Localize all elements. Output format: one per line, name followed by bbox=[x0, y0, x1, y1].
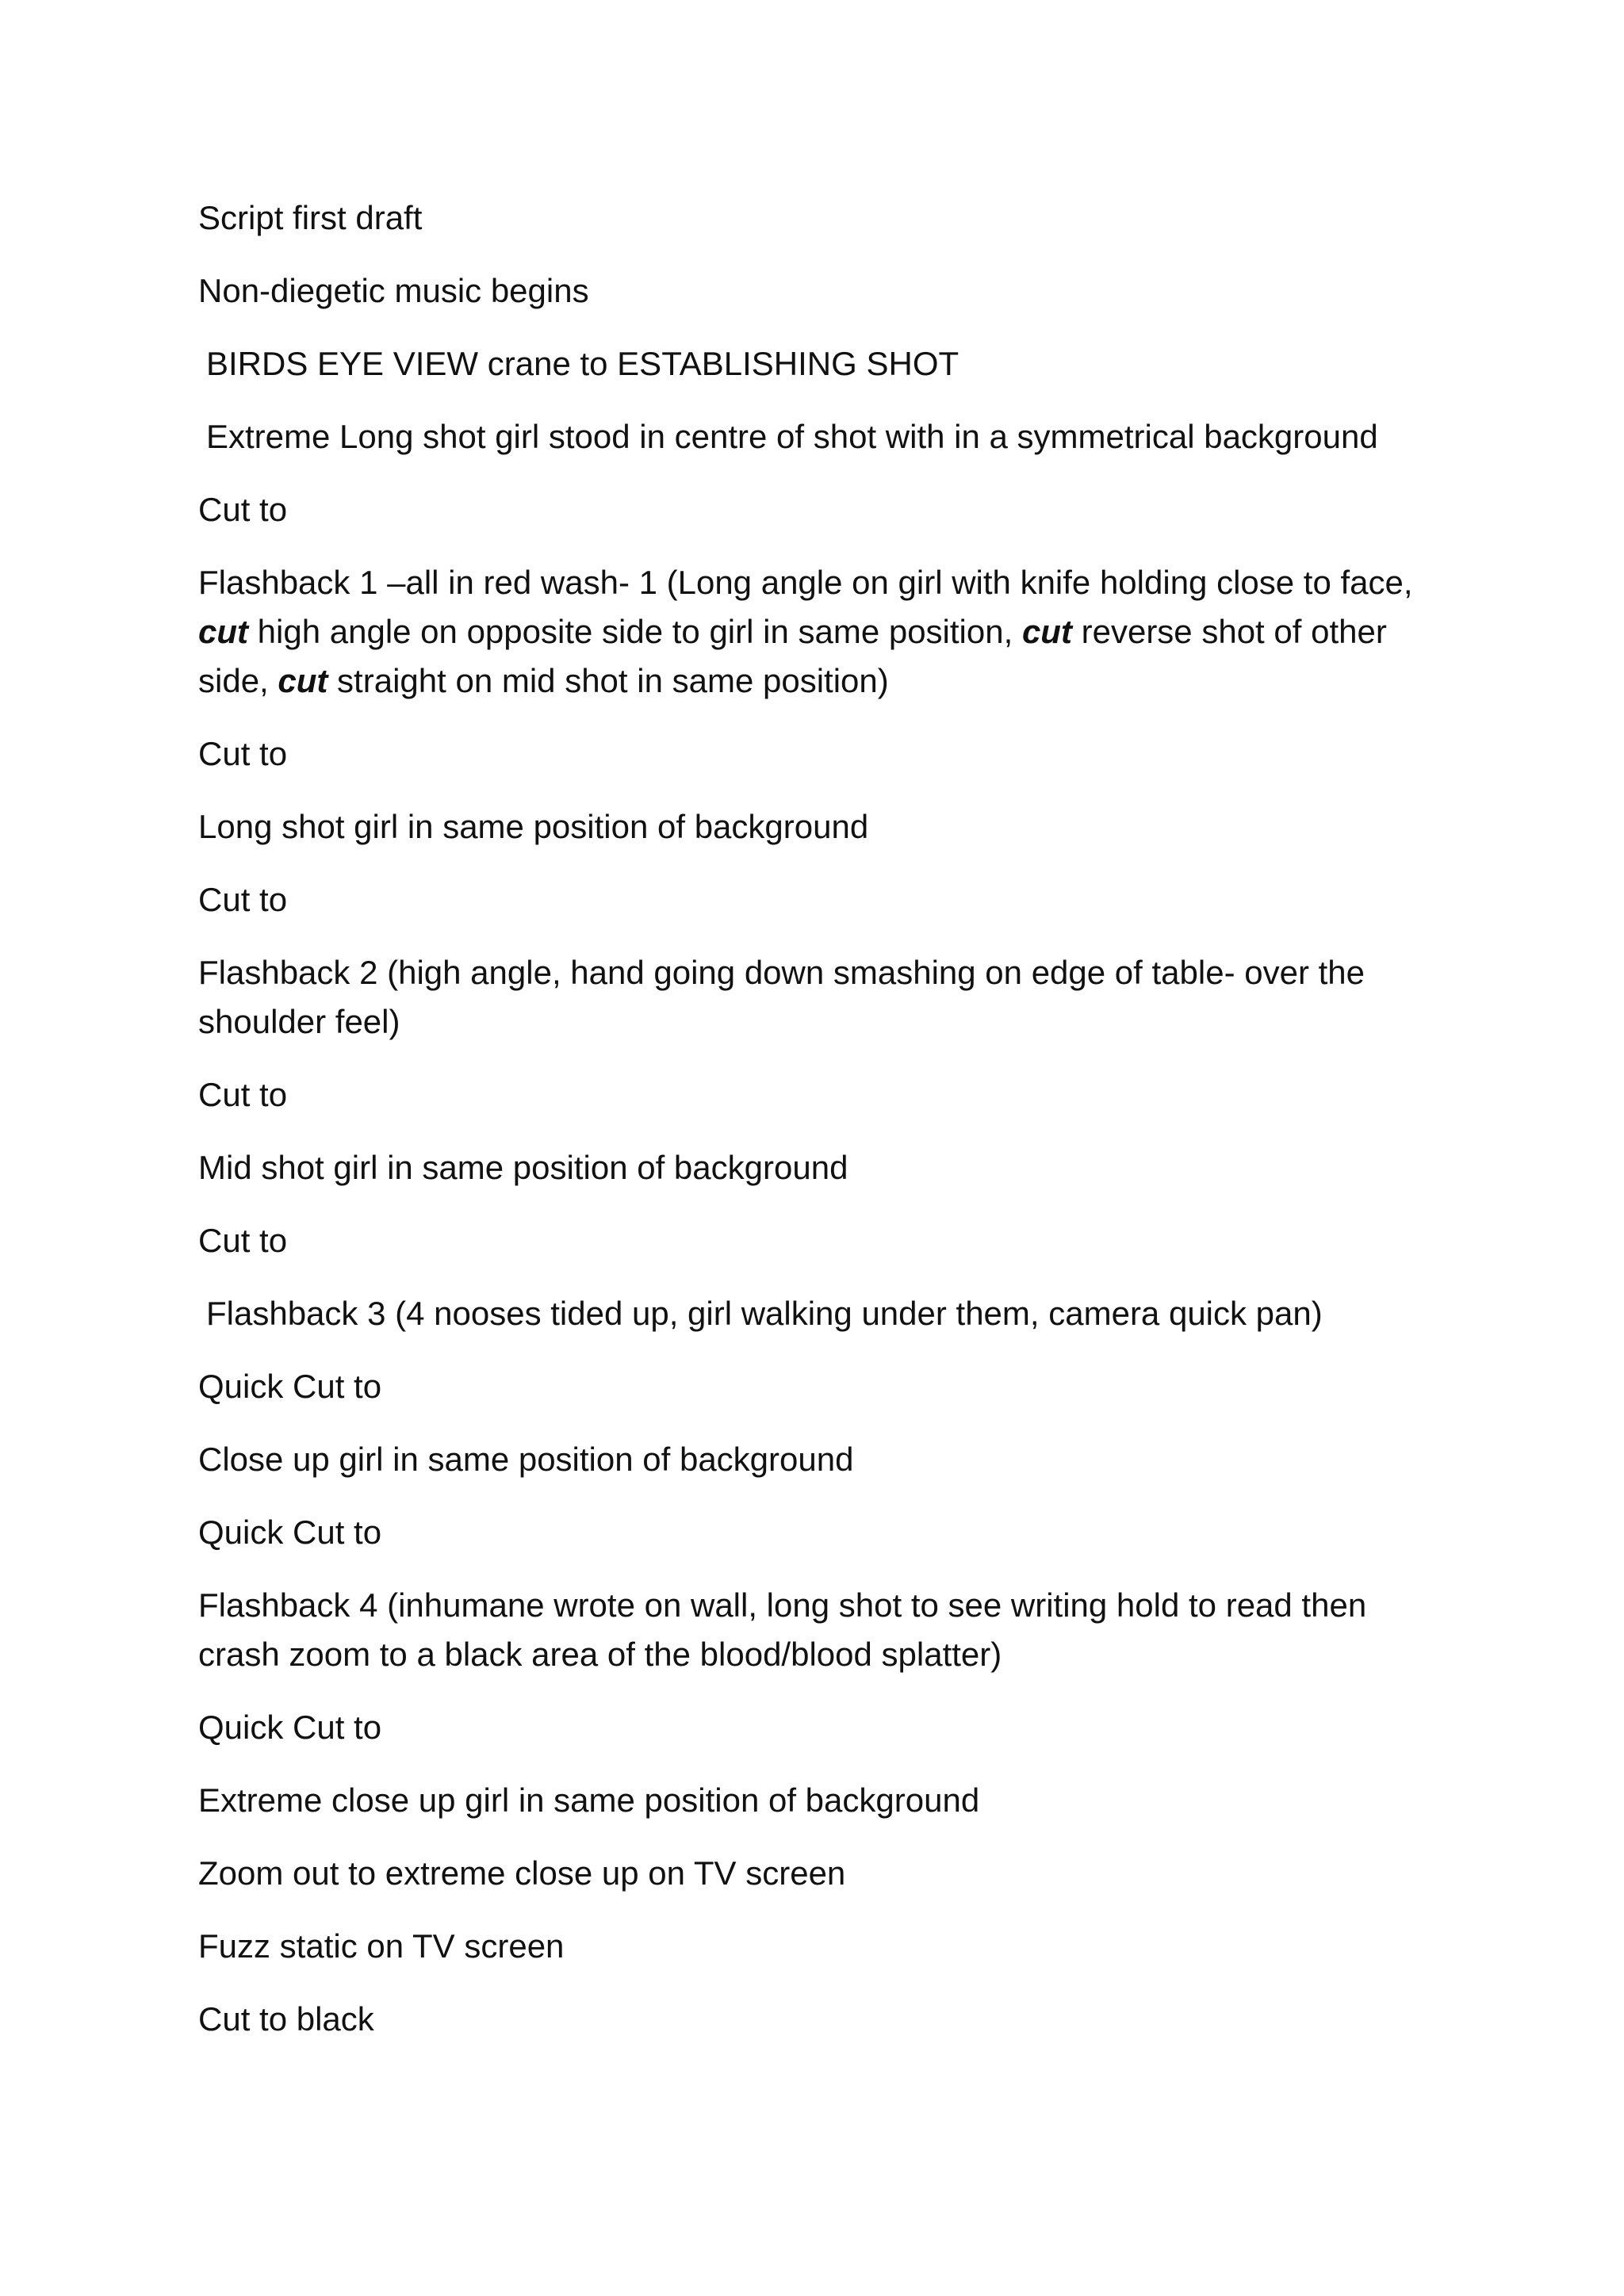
script-line: Cut to black bbox=[198, 2000, 374, 2038]
flashback-1-text: high angle on opposite side to girl in same position, bbox=[248, 613, 1022, 650]
script-line: Zoom out to extreme close up on TV screen bbox=[198, 1854, 846, 1892]
flashback-1-text: Flashback 1 –all in red wash- 1 (Long angle on girl with knife holding close to face, bbox=[198, 564, 1423, 601]
script-line: Flashback 2 (high angle, hand going down smashing on edge of table- over the shoulder feel) bbox=[198, 954, 1374, 1040]
script-line: Fuzz static on TV screen bbox=[198, 1927, 565, 1965]
script-line: Quick Cut to bbox=[198, 1368, 382, 1405]
script-line: Flashback 4 (inhumane wrote on wall, long shot to see writing hold to read then crash zoom to a black area of the blood/blood splatter) bbox=[198, 1586, 1376, 1673]
script-line: Long shot girl in same position of background bbox=[198, 808, 869, 845]
script-line: Cut to bbox=[198, 881, 288, 918]
cut-emphasis: cut bbox=[1021, 613, 1072, 650]
script-line: Quick Cut to bbox=[198, 1709, 382, 1746]
script-line-flashback-1 bbox=[198, 558, 1435, 706]
script-line: Close up girl in same position of background bbox=[198, 1441, 854, 1478]
script-line: Flashback 3 (4 nooses tided up, girl walking under them, camera quick pan) bbox=[206, 1295, 1323, 1332]
script-body bbox=[198, 193, 1435, 2068]
script-line: Extreme Long shot girl stood in centre of shot with in a symmetrical background bbox=[206, 418, 1378, 455]
flashback-1-text: straight on mid shot in same position) bbox=[327, 662, 889, 699]
cut-emphasis: cut bbox=[198, 613, 248, 650]
script-line: Cut to bbox=[198, 735, 288, 772]
script-title: Script first draft bbox=[198, 199, 423, 236]
script-line: Mid shot girl in same position of background bbox=[198, 1149, 848, 1186]
script-line: Cut to bbox=[198, 491, 288, 528]
script-line: Cut to bbox=[198, 1076, 288, 1113]
script-line: Extreme close up girl in same position of background bbox=[198, 1781, 980, 1819]
cut-emphasis: cut bbox=[278, 662, 328, 699]
script-line: Cut to bbox=[198, 1222, 288, 1259]
script-line: Non-diegetic music begins bbox=[198, 272, 589, 309]
script-line: Quick Cut to bbox=[198, 1513, 382, 1551]
flashback-1-text: reverse shot of other side, bbox=[198, 613, 1396, 699]
script-line: BIRDS EYE VIEW crane to ESTABLISHING SHOT bbox=[206, 345, 959, 382]
